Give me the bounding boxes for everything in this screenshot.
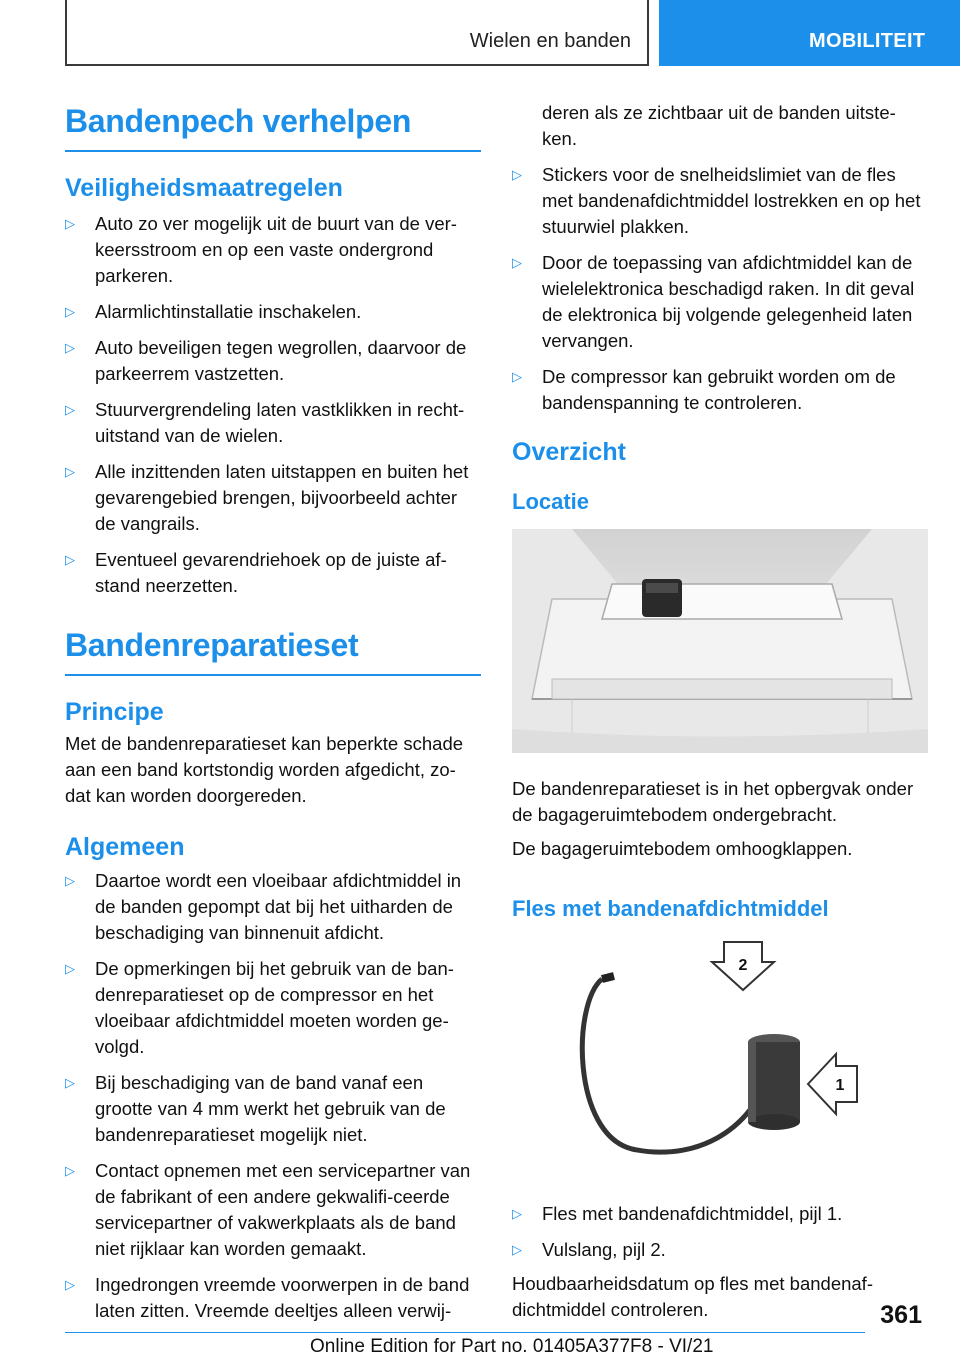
bottle-list bbox=[512, 1201, 928, 1263]
list-item-text: Alarmlichtinstallatie inschakelen. bbox=[95, 301, 362, 322]
list-item-text: Vulslang, pijl 2. bbox=[542, 1239, 666, 1260]
triangle-right-icon: ▷ bbox=[65, 304, 75, 319]
triangle-right-icon: ▷ bbox=[512, 167, 522, 182]
triangle-right-icon: ▷ bbox=[65, 1075, 75, 1090]
sealant-bottle-image bbox=[512, 934, 928, 1184]
triangle-right-icon: ▷ bbox=[65, 340, 75, 355]
triangle-right-icon: ▷ bbox=[512, 1242, 522, 1257]
header-section-frame bbox=[65, 0, 649, 66]
list-item-text: Auto beveiligen tegen wegrollen, daarvoor de parkeerrem vastzetten. bbox=[95, 337, 467, 384]
page-title-repair-kit: Bandenreparatieset bbox=[65, 627, 359, 663]
heading-safety: Veiligheidsmaatregelen bbox=[65, 174, 343, 202]
header-section-title: Wielen en banden bbox=[469, 30, 631, 52]
right-column bbox=[512, 100, 928, 1323]
list-item bbox=[65, 956, 481, 1060]
header-chapter-tab bbox=[659, 0, 960, 66]
list-item-text: Bij beschadiging van de band vanaf een grootte van 4 mm werkt het gebruik van de bandenreparatieset mogelijk niet. bbox=[95, 1072, 446, 1145]
arrow-2-icon bbox=[712, 942, 774, 990]
bottle-text: Houdbaarheidsdatum op fles met bandenaf-dichtmiddel controleren. bbox=[512, 1273, 873, 1320]
list-item bbox=[512, 1237, 928, 1263]
list-item bbox=[65, 299, 481, 325]
page-title-flat-tyre: Bandenpech verhelpen bbox=[65, 103, 412, 139]
triangle-right-icon: ▷ bbox=[65, 402, 75, 417]
triangle-right-icon: ▷ bbox=[65, 464, 75, 479]
list-item-text: Auto zo ver mogelijk uit de buurt van de ver-keersstroom en op een vaste ondergrond parkeren. bbox=[95, 213, 457, 286]
heading-principle: Principe bbox=[65, 698, 164, 726]
list-item-text: Door de toepassing van afdichtmiddel kan de wielelektronica beschadigd raken. In dit geval de elektronica bij volgende gelegenheid laten vervangen. bbox=[542, 252, 915, 351]
list-item bbox=[512, 1201, 928, 1227]
heading-general: Algemeen bbox=[65, 833, 185, 861]
list-item-text: De opmerkingen bij het gebruik van de ban-denreparatieset op de compressor en het vloeibaar afdichtmiddel moeten worden ge-volgd. bbox=[95, 958, 454, 1057]
safety-list bbox=[65, 211, 481, 599]
list-item bbox=[65, 397, 481, 449]
list-item bbox=[65, 459, 481, 537]
header-chapter-title: MOBILITEIT bbox=[809, 30, 926, 52]
list-item-text: Alle inzittenden laten uitstappen en buiten het gevarengebied brengen, bijvoorbeeld achter de vangrails. bbox=[95, 461, 469, 534]
list-item-text: Daartoe wordt een vloeibaar afdichtmiddel in de banden gepompt dat bij het uitharden de beschadiging van binnenuit afdicht. bbox=[95, 870, 462, 943]
trunk-image bbox=[512, 529, 928, 753]
footer-edition: Online Edition for Part no. 01405A377F8 - VI/21 bbox=[310, 1336, 714, 1357]
page-number: 361 bbox=[880, 1301, 922, 1329]
list-item bbox=[65, 547, 481, 599]
triangle-right-icon: ▷ bbox=[512, 255, 522, 270]
left-column bbox=[65, 95, 481, 1334]
list-item bbox=[65, 211, 481, 289]
triangle-right-icon: ▷ bbox=[512, 1206, 522, 1221]
triangle-right-icon: ▷ bbox=[65, 1163, 75, 1178]
list-item-text: Contact opnemen met een servicepartner van de fabrikant of een andere gekwalifi-ceerde servicepartner of vakwerkplaats als de band niet rijklaar kan worden gemaakt. bbox=[95, 1160, 471, 1259]
arrow-1-icon bbox=[808, 1054, 857, 1114]
arrow-1-label: 1 bbox=[835, 1077, 845, 1094]
location-text-2: De bagageruimtebodem omhoogklappen. bbox=[512, 838, 853, 859]
right-list bbox=[512, 162, 928, 416]
list-item-text: Ingedrongen vreemde voorwerpen in de band laten zitten. Vreemde deeltjes alleen verwij- bbox=[95, 1274, 470, 1321]
footer-rule bbox=[65, 1332, 865, 1333]
list-item-text: Stickers voor de snelheidslimiet van de fles met bandenafdichtmiddel lostrekken en op het stuurwiel plakken. bbox=[542, 164, 921, 237]
heading-overview: Overzicht bbox=[512, 438, 626, 466]
list-item bbox=[512, 162, 928, 240]
title-rule bbox=[65, 150, 481, 152]
title-rule bbox=[65, 674, 481, 676]
continued-text: deren als ze zichtbaar uit de banden uitste-ken. bbox=[542, 102, 896, 149]
arrow-2-label: 2 bbox=[738, 957, 748, 974]
list-item-text: De compressor kan gebruikt worden om de bandenspanning te controleren. bbox=[542, 366, 896, 413]
location-text-1: De bandenreparatieset is in het opbergvak onder de bagageruimtebodem ondergebracht. bbox=[512, 778, 914, 825]
general-list bbox=[65, 868, 481, 1324]
triangle-right-icon: ▷ bbox=[65, 873, 75, 888]
triangle-right-icon: ▷ bbox=[65, 1277, 75, 1292]
list-item-text: Eventueel gevarendriehoek op de juiste af-stand neerzetten. bbox=[95, 549, 447, 596]
list-item bbox=[65, 868, 481, 946]
principle-text: Met de bandenreparatieset kan beperkte schade aan een band kortstondig worden afgedicht, zo-dat kan worden doorgereden. bbox=[65, 733, 464, 806]
triangle-right-icon: ▷ bbox=[65, 961, 75, 976]
triangle-right-icon: ▷ bbox=[512, 369, 522, 384]
list-item bbox=[65, 1272, 481, 1324]
list-item bbox=[512, 364, 928, 416]
triangle-right-icon: ▷ bbox=[65, 552, 75, 567]
heading-sealant-bottle: Fles met bandenafdichtmiddel bbox=[512, 896, 829, 921]
list-item bbox=[65, 1070, 481, 1148]
list-item bbox=[65, 335, 481, 387]
list-item bbox=[65, 1158, 481, 1262]
list-item-text: Fles met bandenafdichtmiddel, pijl 1. bbox=[542, 1203, 843, 1224]
list-item bbox=[512, 250, 928, 354]
heading-location: Locatie bbox=[512, 489, 590, 514]
triangle-right-icon: ▷ bbox=[65, 216, 75, 231]
list-item-text: Stuurvergrendeling laten vastklikken in recht-uitstand van de wielen. bbox=[95, 399, 465, 446]
